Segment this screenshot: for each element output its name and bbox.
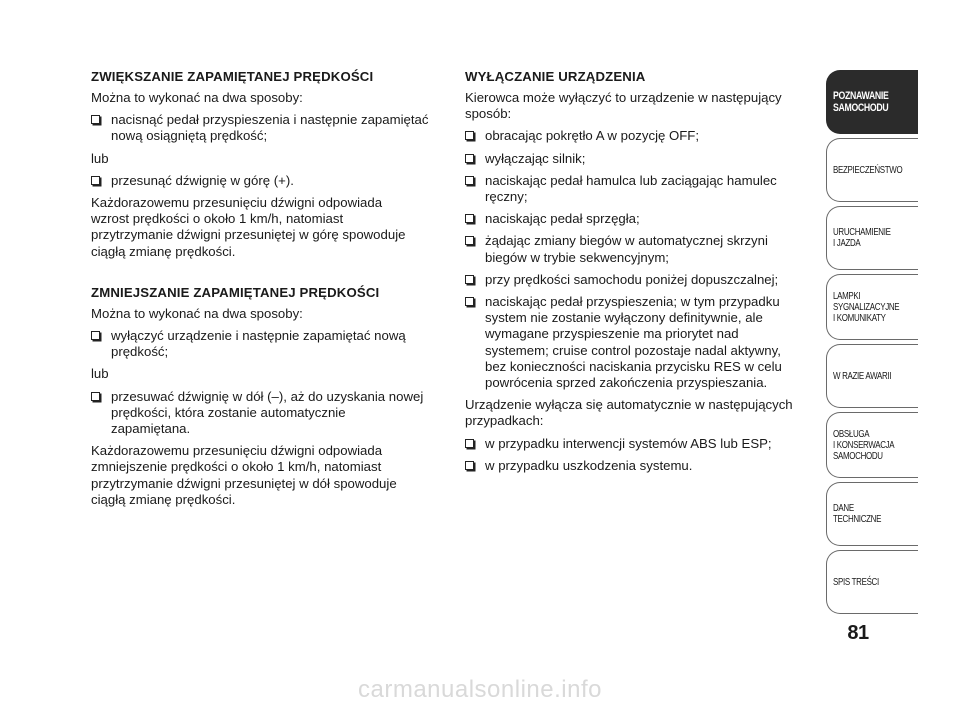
right-column xyxy=(465,68,810,480)
list-item: obracając pokrętło A w pozycję OFF; xyxy=(465,128,810,144)
intro-text: Można to wykonać na dwa sposoby: xyxy=(91,90,303,105)
section-heading-increase: ZWIĘKSZANIE ZAPAMIĘTANEJ PRĘDKOŚCI xyxy=(91,69,374,84)
list-item: wyłączając silnik; xyxy=(465,151,810,167)
list-item: przesuwać dźwignię w dół (–), aż do uzyskania nowej prędkości, która zostanie automatycznie zapamiętana. xyxy=(91,389,443,438)
checkbox-bullet-icon xyxy=(465,214,474,223)
checkbox-bullet-icon xyxy=(465,297,474,306)
intro-text: Kierowca może wyłączyć to urządzenie w następujący sposób: xyxy=(465,90,782,122)
tab-obsluga-i-konserwacja[interactable]: OBSŁUGA I KONSERWACJA SAMOCHODU xyxy=(826,412,918,478)
page-number: 81 xyxy=(847,622,869,644)
list-item: naciskając pedał przyspieszenia; w tym przypadku system nie zostanie wyłączony definitywnie, ale wymagane przyspieszenie ma priorytet nad systemem; cruise control pozostaje nadal aktywny, bez konieczności naciskania przycisku RES w celu powrócenia sprzed zakończenia przyspieszania. xyxy=(465,294,810,391)
tab-uruchamienie-i-jazda[interactable]: URUCHAMIENIE I JAZDA xyxy=(826,206,918,270)
section-heading-decrease: ZMNIEJSZANIE ZAPAMIĘTANEJ PRĘDKOŚCI xyxy=(91,284,380,300)
checkbox-bullet-icon xyxy=(91,115,100,124)
left-column xyxy=(91,68,443,514)
checkbox-bullet-icon xyxy=(465,461,474,470)
tab-poznawanie-samochodu[interactable]: POZNAWANIE SAMOCHODU xyxy=(826,70,918,134)
list-item: naciskając pedał hamulca lub zaciągając hamulec ręczny; xyxy=(465,173,810,205)
tab-dane-techniczne[interactable]: DANE TECHNICZNE xyxy=(826,482,918,546)
list-item: w przypadku uszkodzenia systemu. xyxy=(465,458,810,474)
list-item: nacisnąć pedał przyspieszenia i następnie zapamiętać nową osiągniętą prędkość; xyxy=(91,112,443,144)
list-item: w przypadku interwencji systemów ABS lub ESP; xyxy=(465,436,810,452)
or-text: lub xyxy=(91,150,109,166)
checkbox-bullet-icon xyxy=(465,236,474,245)
list-item: naciskając pedał sprzęgła; xyxy=(465,211,810,227)
checkbox-bullet-icon xyxy=(91,392,100,401)
list-item: przy prędkości samochodu poniżej dopuszczalnej; xyxy=(465,272,810,288)
paragraph: Każdorazowemu przesunięciu dźwigni odpowiada wzrost prędkości o około 1 km/h, natomiast przytrzymanie dźwigni przesuniętej w górę spowoduje ciągłą zmianę prędkości. xyxy=(91,195,406,259)
tab-w-razie-awarii[interactable]: W RAZIE AWARII xyxy=(826,344,918,408)
paragraph: Urządzenie wyłącza się automatycznie w następujących przypadkach: xyxy=(465,397,793,429)
list-item: żądając zmiany biegów w automatycznej skrzyni biegów w trybie sekwencyjnym; xyxy=(465,233,810,265)
checkbox-bullet-icon xyxy=(91,176,100,185)
checkbox-bullet-icon xyxy=(465,439,474,448)
checkbox-bullet-icon xyxy=(465,154,474,163)
intro-text: Można to wykonać na dwa sposoby: xyxy=(91,305,303,321)
list-item: przesunąć dźwignię w górę (+). xyxy=(91,173,443,189)
chapter-tabs xyxy=(826,70,918,618)
paragraph: Każdorazowemu przesunięciu dźwigni odpowiada zmniejszenie prędkości o około 1 km/h, natomiast przytrzymanie dźwigni przesuniętej w dół spowoduje ciągłą zmianę prędkości. xyxy=(91,443,397,507)
checkbox-bullet-icon xyxy=(465,275,474,284)
tab-bezpieczenstwo[interactable]: BEZPIECZEŃSTWO xyxy=(826,138,918,202)
section-heading-disable: WYŁĄCZANIE URZĄDZENIA xyxy=(465,69,646,84)
list-item: wyłączyć urządzenie i następnie zapamiętać nową prędkość; xyxy=(91,328,443,360)
checkbox-bullet-icon xyxy=(465,176,474,185)
or-text: lub xyxy=(91,366,109,382)
checkbox-bullet-icon xyxy=(465,131,474,140)
tab-spis-tresci[interactable]: SPIS TREŚCI xyxy=(826,550,918,614)
checkbox-bullet-icon xyxy=(91,331,100,340)
watermark: carmanualsonline.info xyxy=(358,676,602,703)
tab-lampki-sygnalizacyjne[interactable]: LAMPKI SYGNALIZACYJNE I KOMUNIKATY xyxy=(826,274,918,340)
